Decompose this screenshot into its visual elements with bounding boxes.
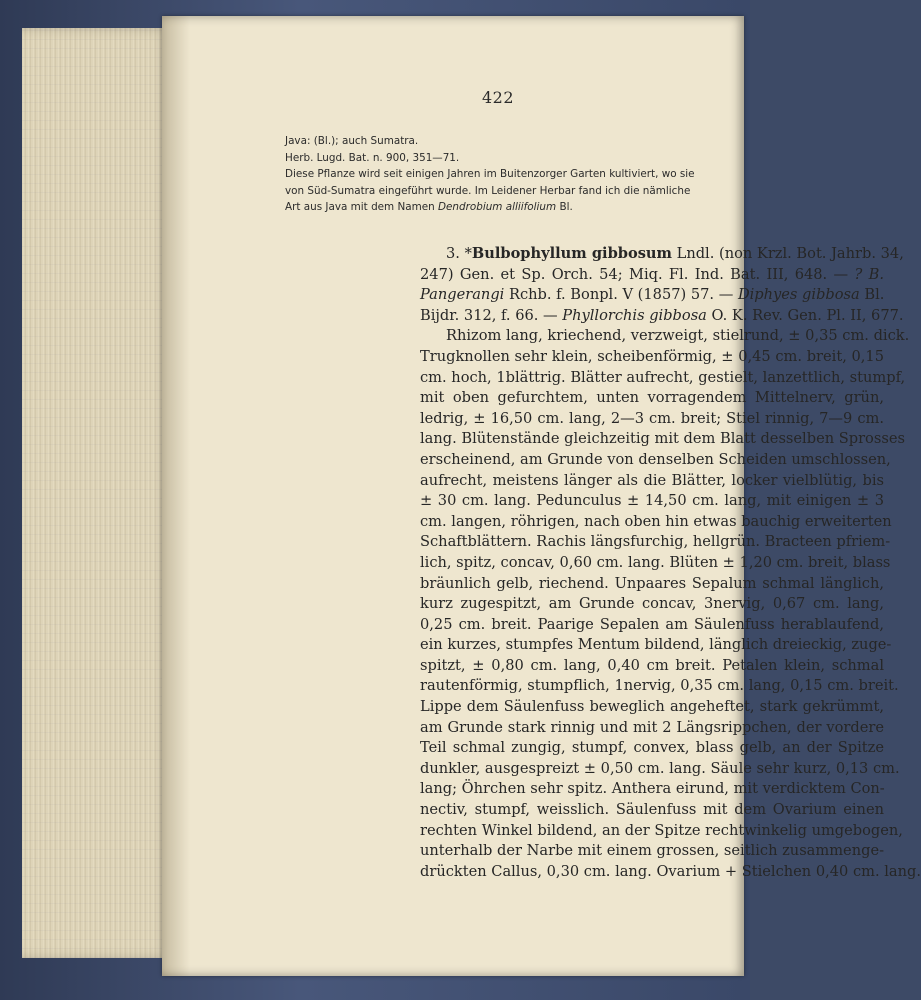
description-line: nectiv, stumpf, weisslich. Säulenfuss mit dem Ovarium einen [420,801,884,819]
description-line: cm. hoch, 1blättrig. Blätter aufrecht, gestielt, lanzettlich, stumpf, [420,368,906,386]
footnote-line: Herb. Lugd. Bat. n. 900, 351—71. [285,151,460,164]
citation-text: 247) Gen. et Sp. Orch. 54; Miq. Fl. Ind. Bat. III, 648. — [420,265,855,283]
species-name: Bulbophyllum gibbosum [471,245,672,262]
description-line: erscheinend, am Grunde von denselben Scheiden umschlossen, [420,450,891,468]
description-line: Trugknollen sehr klein, scheibenförmig, ± 0,45 cm. breit, 0,15 [420,347,884,365]
description-line: cm. langen, röhrigen, nach oben hin etwas bauchig erweiterten [420,512,892,530]
citation-text: Bl. [859,286,885,304]
footnote-text: Art aus Java mit dem Namen [285,201,439,214]
description-line: Teil schmal zungig, stumpf, convex, blass gelb, an der Spitze [420,739,884,757]
footnote-line [285,199,685,216]
page-edges [22,28,172,958]
entry-line [420,306,904,327]
description-line: rautenförmig, stumpflich, 1nervig, 0,35 cm. lang, 0,15 cm. breit. [420,677,899,695]
footnote-line: von Süd-Sumatra eingeführt wurde. Im Leidener Herbar fand ich die nämliche [285,184,691,197]
synonym-name: ? B. [854,265,884,283]
page-number: 422 [482,88,515,107]
description-line: Lippe dem Säulenfuss beweglich angeheftet, stark gekrümmt, [420,698,884,716]
footnote-line: Java: (Bl.); auch Sumatra. [285,135,419,147]
citation-text: Rchb. f. Bonpl. V (1857) 57. — [504,286,738,304]
description-line: dunkler, ausgespreizt ± 0,50 cm. lang. Säule sehr kurz, 0,13 cm. [420,759,900,777]
species-entry [420,244,921,882]
description-line: bräunlich gelb, riechend. Unpaares Sepalum schmal länglich, [420,574,884,592]
entry-line [420,265,884,286]
description-line: lang; Öhrchen sehr spitz. Anthera eirund, mit verdicktem Con- [420,780,885,798]
citation-text: Bijdr. 312, f. 66. — [420,306,563,324]
description-line: unterhalb der Narbe mit einem grossen, seitlich zusammenge- [420,842,885,860]
footnote-taxon: Dendrobium alliifolium [438,201,557,214]
synonym-name: Diphyes gibbosa [737,286,860,304]
entry-line [420,285,884,306]
description-line: 0,25 cm. breit. Paarige Sepalen am Säulenfuss herablaufend, [420,615,884,633]
synonym-name: Phyllorchis gibbosa [562,306,707,324]
description-line: kurz zugespitzt, am Grunde concav, 3nervig, 0,67 cm. lang, [420,595,884,613]
description-line: mit oben gefurchtem, unten vorragendem Mittelnerv, grün, [420,389,884,407]
species-number: 3. * [446,245,472,262]
footnote-line: Diese Pflanze wird seit einigen Jahren im Buitenzorger Garten kultiviert, wo sie [285,168,695,181]
description-line: lang. Blütenstände gleichzeitig mit dem Blatt desselben Sprosses [420,430,905,448]
citation-text: O. K. Rev. Gen. Pl. II, 677. [706,306,904,324]
description-line: aufrecht, meistens länger als die Blätter, locker vielblütig, bis [420,471,884,489]
citation-text: Lndl. (non Krzl. Bot. Jahrb. 34, [671,245,904,262]
page-gutter [162,16,190,976]
description-line: ± 30 cm. lang. Pedunculus ± 14,50 cm. lang, mit einigen ± 3 [420,492,884,510]
description-line: ledrig, ± 16,50 cm. lang, 2—3 cm. breit; Stiel rinnig, 7—9 cm. [420,409,884,427]
footnotes [285,133,695,216]
description-line: spitzt, ± 0,80 cm. lang, 0,40 cm breit. Petalen klein, schmal [420,656,884,674]
description-line: Rhizom lang, kriechend, verzweigt, stielrund, ± 0,35 cm. dick. [446,327,910,345]
description-line: drückten Callus, 0,30 cm. lang. Ovarium + Stielchen 0,40 cm. lang. [420,862,921,880]
description-line: rechten Winkel bildend, an der Spitze rechtwinkelig umgebogen, [420,821,903,839]
synonym-name: Pangerangi [420,286,505,304]
footnote-text: Bl. [556,201,573,214]
description-line: Schaftblättern. Rachis längsfurchig, hellgrün. Bracteen pfriem- [420,533,891,551]
entry-line [420,244,904,265]
book-page [162,16,921,976]
description-line: lich, spitz, concav, 0,60 cm. lang. Blüten ± 1,20 cm. breit, blass [420,553,891,571]
description-line: am Grunde stark rinnig und mit 2 Längsrippchen, der vordere [420,718,884,736]
description-line: ein kurzes, stumpfes Mentum bildend, länglich dreieckig, zuge- [420,636,892,654]
